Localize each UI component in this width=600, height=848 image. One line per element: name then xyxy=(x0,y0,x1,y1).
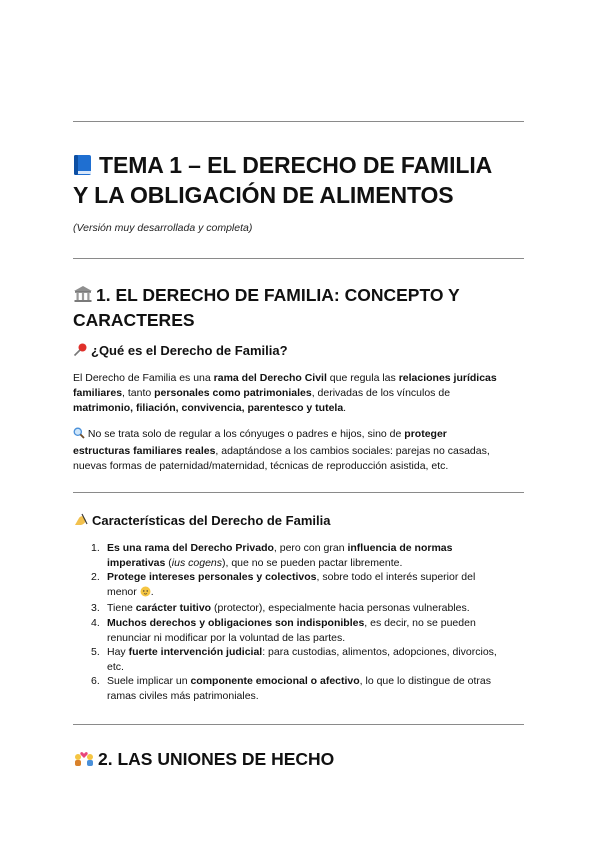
text-run: , tanto xyxy=(122,387,155,400)
bold-run: componente emocional o afectivo xyxy=(190,675,360,688)
characteristics-list xyxy=(73,541,525,704)
magnifier-icon xyxy=(73,427,85,444)
bold-run: personales como patrimoniales xyxy=(154,387,312,400)
text-run: Hay xyxy=(107,646,129,659)
section-1-heading xyxy=(73,284,525,332)
subtitle: (Versión muy desarrollada y completa) xyxy=(73,222,253,234)
text-run: nuevas formas de paternidad/maternidad, técnicas de reproducción asistida, etc. xyxy=(73,460,449,473)
list-item xyxy=(73,674,525,703)
bold-run: influencia de normas xyxy=(347,542,453,554)
text-run: Suele implicar un xyxy=(107,675,191,688)
bold-run: relaciones jurídicas xyxy=(398,372,497,384)
title-line-2: Y LA OBLIGACIÓN DE ALIMENTOS xyxy=(73,182,454,208)
divider xyxy=(73,121,524,122)
list-number: 3. xyxy=(91,602,100,615)
text-run: que regula las xyxy=(326,372,399,384)
text-run: , sobre todo el interés superior del xyxy=(316,571,476,584)
text-run: menor xyxy=(107,585,140,598)
list-item xyxy=(73,570,525,601)
list-item xyxy=(73,541,525,570)
text-run: Tiene xyxy=(107,602,136,615)
explanation-paragraph xyxy=(73,427,525,475)
list-number: 6. xyxy=(91,675,100,688)
bold-run: proteger xyxy=(404,428,447,440)
characteristics-heading xyxy=(73,512,525,531)
bold-run: imperativas xyxy=(107,556,166,569)
list-item xyxy=(73,616,525,645)
bold-run: Es una rama del Derecho Privado xyxy=(107,542,274,554)
divider xyxy=(73,492,524,493)
bold-run: Protege intereses personales y colectivos xyxy=(107,571,317,584)
text-run: etc. xyxy=(107,660,124,673)
section-1-heading-line-2: CARACTERES xyxy=(73,310,195,330)
blue-book-icon xyxy=(73,153,93,175)
list-number: 4. xyxy=(91,616,100,629)
text-run: , adaptándose a los cambios sociales: parejas no casadas, xyxy=(215,445,490,458)
classical-building-icon xyxy=(73,285,93,309)
document-title xyxy=(73,150,525,210)
list-item xyxy=(73,601,525,616)
text-run: No se trata solo de regular a los cónyuges o padres e hijos, sino de xyxy=(85,428,405,440)
bold-run: fuerte intervención judicial xyxy=(128,646,263,659)
bold-run: carácter tuitivo xyxy=(135,602,212,615)
bold-run: matrimonio, filiación, convivencia, parentesco y tutela xyxy=(73,402,344,415)
divider xyxy=(73,258,524,259)
text-run: (protector), especialmente hacia personas vulnerables. xyxy=(211,602,470,615)
text-run: renunciar ni modificar por la voluntad de las partes. xyxy=(107,631,346,644)
text-run: El Derecho de Familia es una xyxy=(73,372,214,384)
text-run: ( xyxy=(165,556,172,569)
title-line-1: TEMA 1 – EL DERECHO DE FAMILIA xyxy=(99,152,493,178)
list-number: 2. xyxy=(91,571,100,584)
divider xyxy=(73,724,524,725)
section-2-heading xyxy=(73,748,525,773)
italic-run: ius cogens xyxy=(171,556,222,569)
text-run: . xyxy=(343,402,347,415)
text-run: , es decir, no se pueden xyxy=(364,616,476,629)
bold-run: Muchos derechos y obligaciones son indisponibles xyxy=(107,616,365,629)
list-item xyxy=(73,645,525,674)
text-run: , derivadas de los vínculos de xyxy=(311,387,451,400)
section-1-heading-line-1: 1. EL DERECHO DE FAMILIA: CONCEPTO Y xyxy=(96,285,460,305)
question-text: ¿Qué es el Derecho de Familia? xyxy=(91,343,288,358)
list-number: 5. xyxy=(91,646,100,659)
baby-icon xyxy=(140,586,151,602)
bold-run: estructuras familiares reales xyxy=(73,445,216,458)
characteristics-heading-text: Características del Derecho de Familia xyxy=(92,513,331,528)
text-run: . xyxy=(150,585,154,598)
question-heading xyxy=(73,342,525,361)
writing-hand-icon xyxy=(73,513,89,531)
bold-run: familiares xyxy=(73,387,123,400)
pushpin-icon xyxy=(73,343,88,361)
text-run: ramas civiles más patrimoniales. xyxy=(107,689,259,702)
couple-with-heart-icon xyxy=(73,749,95,773)
section-2-heading-text: 2. LAS UNIONES DE HECHO xyxy=(98,749,335,769)
text-run: : para custodias, alimentos, adopciones, divorcios, xyxy=(262,646,497,659)
bold-run: rama del Derecho Civil xyxy=(213,372,327,384)
text-run: , pero con gran xyxy=(273,542,348,554)
text-run: ), que no se pueden pactar libremente. xyxy=(222,556,403,569)
list-number: 1. xyxy=(91,542,100,554)
definition-paragraph xyxy=(73,371,525,417)
text-run: , lo que lo distingue de otras xyxy=(359,675,492,688)
